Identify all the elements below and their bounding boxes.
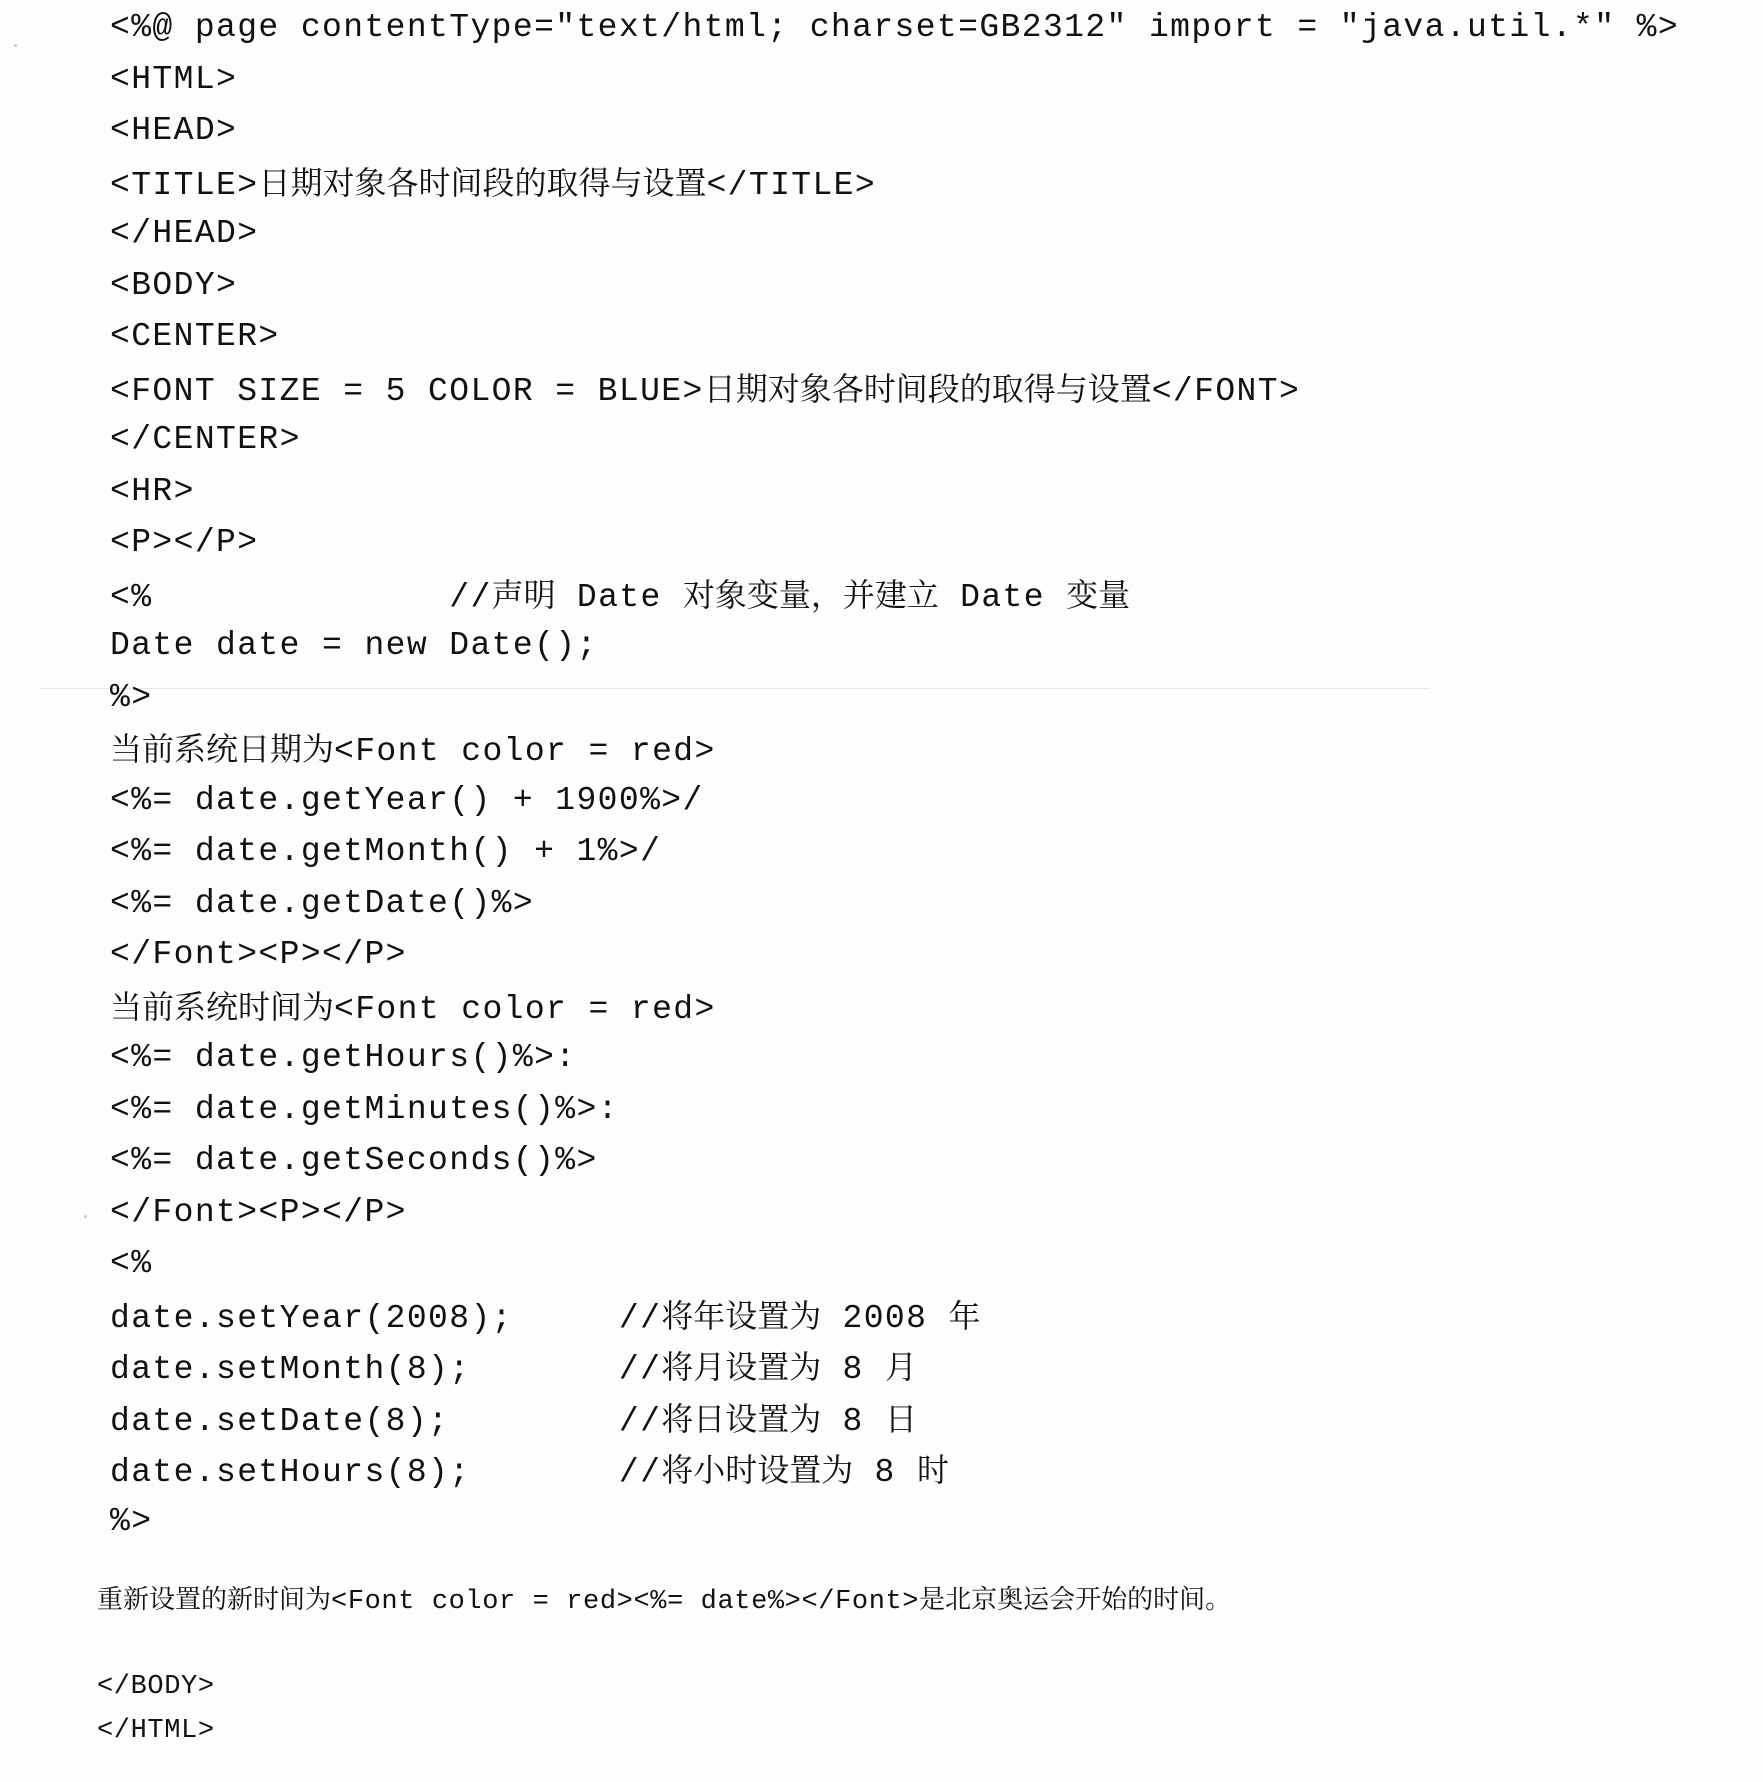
code-line bbox=[110, 472, 195, 512]
code-text: <% // bbox=[110, 578, 492, 616]
code-text: <%= date.getMonth() + 1%>/ bbox=[110, 833, 662, 870]
code-line bbox=[110, 884, 534, 924]
closing-code-line bbox=[97, 1669, 215, 1705]
scan-speck bbox=[14, 44, 17, 47]
code-text: 8 bbox=[853, 1454, 917, 1491]
code-line bbox=[110, 1296, 981, 1339]
code-comment-text: 时 bbox=[916, 1451, 949, 1489]
code-line bbox=[110, 832, 661, 872]
code-line bbox=[110, 729, 716, 772]
code-comment-text: 日 bbox=[884, 1399, 917, 1438]
code-line bbox=[110, 1038, 576, 1078]
code-text: <Font color = red> bbox=[334, 733, 716, 770]
code-comment-text: 当前系统日期为 bbox=[110, 730, 335, 768]
closing-code-text: </BODY> bbox=[97, 1672, 215, 1702]
code-text: <%= date.getSeconds()%> bbox=[110, 1142, 598, 1179]
code-text: </FONT> bbox=[1151, 372, 1301, 410]
code-comment-text: 将月设置为 bbox=[661, 1348, 822, 1386]
code-text: date.setMonth(8); // bbox=[110, 1351, 662, 1388]
code-text: %> bbox=[110, 1502, 153, 1540]
code-text: 8 bbox=[821, 1402, 885, 1440]
code-comment-text: 声明 bbox=[491, 575, 556, 614]
code-line bbox=[110, 935, 407, 975]
code-text: <%@ page contentType="text/html; charset=GB2312" import = "java.util.*" %> bbox=[110, 9, 1680, 46]
code-text: <CENTER> bbox=[110, 318, 280, 355]
code-line bbox=[110, 1090, 619, 1130]
code-comment-text: 将小时设置为 bbox=[661, 1451, 854, 1489]
code-text: date.setDate(8); // bbox=[110, 1402, 662, 1440]
code-text: <P></P> bbox=[110, 524, 259, 561]
code-comment-text: 对象变量，并建立 bbox=[682, 575, 939, 614]
closing-cjk-text: 是北京奥运会开始的时间。 bbox=[919, 1585, 1232, 1615]
code-text: </Font><P></P> bbox=[110, 936, 407, 973]
code-text: </HEAD> bbox=[110, 215, 259, 252]
code-comment-text: 年 bbox=[948, 1296, 981, 1335]
scan-speck bbox=[84, 1215, 87, 1218]
code-line bbox=[110, 111, 237, 151]
closing-code-text: <Font color = red><%= date%></Font> bbox=[331, 1587, 920, 1617]
code-text: <HR> bbox=[110, 472, 195, 510]
code-line bbox=[110, 317, 280, 357]
code-line bbox=[110, 8, 1679, 48]
closing-code-text: </HTML> bbox=[97, 1716, 215, 1746]
code-text: Date bbox=[555, 578, 683, 616]
code-line bbox=[110, 163, 876, 206]
code-text: <%= date.getDate()%> bbox=[110, 884, 535, 922]
code-line bbox=[110, 1193, 407, 1233]
closing-cjk-text: 重新设置的新时间为 bbox=[97, 1585, 332, 1615]
closing-code-line bbox=[97, 1582, 1231, 1620]
code-text: </Font><P></P> bbox=[110, 1193, 407, 1231]
code-text: <% bbox=[110, 1245, 153, 1282]
code-line bbox=[110, 1347, 917, 1390]
code-text: <FONT SIZE = 5 COLOR = BLUE> bbox=[110, 372, 704, 410]
code-comment-text: 变量 bbox=[1066, 575, 1131, 614]
code-comment-text: 日期对象各时间段的取得与设置 bbox=[258, 163, 707, 202]
code-line bbox=[110, 60, 237, 100]
code-text: <Font color = red> bbox=[334, 990, 716, 1028]
code-comment-text: 月 bbox=[884, 1348, 917, 1386]
code-line bbox=[110, 626, 598, 666]
code-line bbox=[110, 1399, 917, 1442]
code-text: <TITLE> bbox=[110, 166, 259, 204]
code-text: Date bbox=[938, 578, 1067, 616]
closing-code-line bbox=[97, 1713, 215, 1749]
code-line bbox=[110, 420, 301, 460]
code-text: <%= date.getYear() + 1900%>/ bbox=[110, 781, 704, 819]
code-text: <%= date.getMinutes()%>: bbox=[110, 1090, 619, 1128]
code-line bbox=[110, 266, 237, 306]
code-text: <HEAD> bbox=[110, 112, 238, 149]
code-text: <%= date.getHours()%>: bbox=[110, 1039, 577, 1076]
code-line bbox=[110, 678, 152, 718]
code-comment-text: 当前系统时间为 bbox=[110, 987, 335, 1026]
scan-shadow-line bbox=[40, 688, 1430, 689]
code-text: date.setHours(8); // bbox=[110, 1454, 662, 1491]
code-text: 8 bbox=[821, 1351, 885, 1388]
code-text: date.setYear(2008); // bbox=[110, 1299, 662, 1337]
code-line bbox=[110, 1244, 152, 1284]
code-line bbox=[110, 523, 258, 563]
code-text: <HTML> bbox=[110, 60, 238, 98]
code-text: </TITLE> bbox=[706, 166, 877, 204]
code-text: <BODY> bbox=[110, 266, 238, 304]
code-line bbox=[110, 781, 704, 821]
code-line bbox=[110, 1450, 949, 1493]
code-line bbox=[110, 987, 716, 1030]
code-text: </CENTER> bbox=[110, 421, 301, 458]
code-text: Date date = new Date(); bbox=[110, 627, 598, 664]
code-text: %> bbox=[110, 678, 153, 716]
code-line bbox=[110, 1141, 598, 1181]
code-line bbox=[110, 369, 1300, 412]
code-line bbox=[110, 1502, 152, 1542]
code-comment-text: 将日设置为 bbox=[661, 1399, 822, 1438]
code-line bbox=[110, 575, 1130, 618]
code-comment-text: 日期对象各时间段的取得与设置 bbox=[703, 369, 1152, 408]
code-text: 2008 bbox=[821, 1299, 949, 1337]
code-comment-text: 将年设置为 bbox=[661, 1296, 822, 1335]
code-line bbox=[110, 214, 258, 254]
